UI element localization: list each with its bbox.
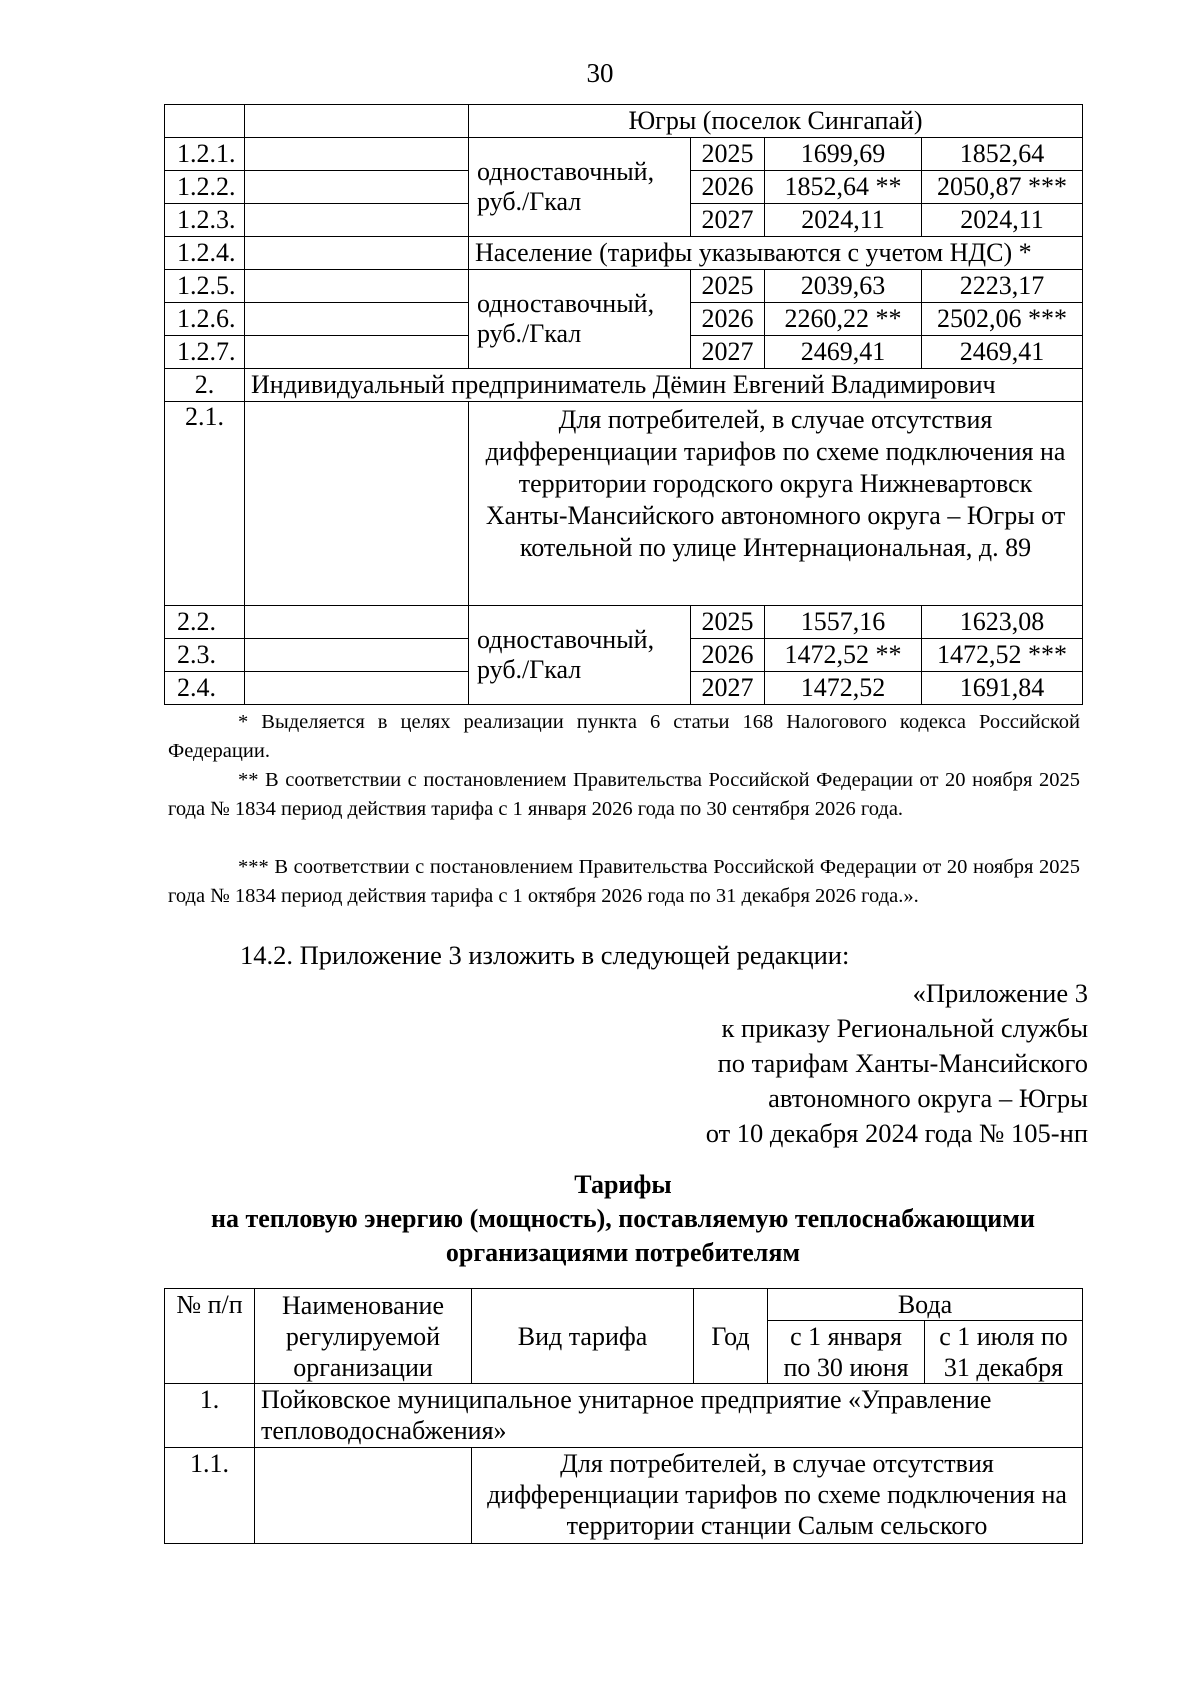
row-number: 1.2.7. [165,336,245,369]
table-cell [255,1448,472,1544]
appendix-line: к приказу Региональной службы [721,1013,1088,1043]
table-cell [245,171,469,204]
appendix-reference [706,976,1088,1151]
table-row [165,237,1083,270]
value-cell: 2469,41 [765,336,922,369]
footnote-1: * Выделяется в целях реализации пункта 6 статьи 168 Налогового кодекса Российской Федерации. [168,711,1080,762]
header-tariff-type: Вид тарифа [472,1289,694,1384]
value-cell: 1472,52 ** [765,639,922,672]
row-number: 2.1. [165,402,245,606]
header-organization: Наименование регулируемой организации [255,1289,472,1384]
year-cell: 2025 [691,606,765,639]
header-number: № п/п [165,1289,255,1384]
instruction-text: 14.2. Приложение 3 изложить в следующей редакции: [240,940,850,970]
row-number: 1. [165,1384,255,1448]
table-row [165,1384,1083,1448]
row-number: 1.2.5. [165,270,245,303]
title-line: на тепловую энергию (мощность), поставляемую теплоснабжающими [211,1204,1035,1233]
value-cell: 1852,64 ** [765,171,922,204]
population-header: Население (тарифы указываются с учетом НДС) * [469,237,1083,270]
consumers-description: Для потребителей, в случае отсутствия дифференциации тарифов по схеме подключения на территории станции Салым сельского [472,1448,1083,1544]
footnote-3: *** В соответствии с постановлением Правительства Российской Федерации от 20 ноября 2025 года № 1834 период действия тарифа с 1 октября 2026 года по 31 декабря 2026 года.». [168,856,1080,907]
table-row [165,606,1083,639]
tariff-type: одноставочный, руб./Гкал [469,606,691,705]
table-cell [245,105,469,138]
header-water: Вода [768,1289,1083,1321]
value-cell: 2024,11 [765,204,922,237]
organization-name: Индивидуальный предприниматель Дёмин Евгений Владимирович [245,369,1083,402]
value-cell: 2502,06 *** [922,303,1083,336]
tariff-type: одноставочный, руб./Гкал [469,270,691,369]
table-cell [245,606,469,639]
value-cell: 1472,52 [765,672,922,705]
value-cell: 1557,16 [765,606,922,639]
tariff-table [164,1288,1083,1544]
value-cell: 2050,87 *** [922,171,1083,204]
value-cell: 2469,41 [922,336,1083,369]
table-cell [245,303,469,336]
table-cell [245,336,469,369]
value-cell: 2260,22 ** [765,303,922,336]
title-line: Тарифы [574,1170,672,1199]
table-cell [245,402,469,606]
value-cell: 2024,11 [922,204,1083,237]
table-row [165,270,1083,303]
year-cell: 2026 [691,171,765,204]
row-number: 1.2.2. [165,171,245,204]
table-row [165,138,1083,171]
value-cell: 2223,17 [922,270,1083,303]
footnote-2: ** В соответствии с постановлением Правительства Российской Федерации от 20 ноября 2025 года № 1834 период действия тарифа с 1 января 2026 года по 30 сентября 2026 года. [168,769,1080,820]
appendix-line: автономного округа – Югры [768,1083,1088,1113]
region-header: Югры (поселок Сингапай) [469,105,1083,138]
tariff-table-continued [164,104,1083,705]
appendix-line: по тарифам Ханты-Мансийского [717,1048,1088,1078]
header-period-1: с 1 января по 30 июня [768,1321,925,1384]
year-cell: 2027 [691,672,765,705]
appendix-line: «Приложение 3 [912,978,1088,1008]
organization-name: Пойковское муниципальное унитарное предприятие «Управление тепловодоснабжения» [255,1384,1083,1448]
table-row [165,1448,1083,1544]
table-cell [245,237,469,270]
row-number: 2.2. [165,606,245,639]
year-cell: 2027 [691,204,765,237]
document-title [164,1168,1082,1270]
consumers-description: Для потребителей, в случае отсутствия дифференциации тарифов по схеме подключения на территории городского округа Нижневартовск Ханты-Мансийского автономного округа – Югры от котельной по улице Интернациональная, д. 89 [469,402,1083,606]
table-cell [245,672,469,705]
year-cell: 2026 [691,639,765,672]
table-cell [245,138,469,171]
table-cell [245,204,469,237]
row-number: 2.4. [165,672,245,705]
value-cell: 1691,84 [922,672,1083,705]
header-year: Год [694,1289,768,1384]
row-number: 1.2.1. [165,138,245,171]
tariff-type: одноставочный, руб./Гкал [469,138,691,237]
value-cell: 1699,69 [765,138,922,171]
value-cell: 1623,08 [922,606,1083,639]
header-period-2: с 1 июля по 31 декабря [925,1321,1083,1384]
table-cell [245,270,469,303]
table-cell [245,639,469,672]
appendix-line: от 10 декабря 2024 года № 105-нп [705,1118,1088,1148]
row-number: 1.2.6. [165,303,245,336]
table-row [165,369,1083,402]
year-cell: 2026 [691,303,765,336]
row-number: 2. [165,369,245,402]
year-cell: 2027 [691,336,765,369]
table-row [165,402,1083,606]
row-number: 2.3. [165,639,245,672]
value-cell: 2039,63 [765,270,922,303]
row-number: 1.2.3. [165,204,245,237]
year-cell: 2025 [691,270,765,303]
table-cell [165,105,245,138]
row-number: 1.1. [165,1448,255,1544]
value-cell: 1472,52 *** [922,639,1083,672]
value-cell: 1852,64 [922,138,1083,171]
year-cell: 2025 [691,138,765,171]
title-line: организациями потребителям [445,1238,801,1267]
page-number: 30 [586,58,614,88]
row-number: 1.2.4. [165,237,245,270]
